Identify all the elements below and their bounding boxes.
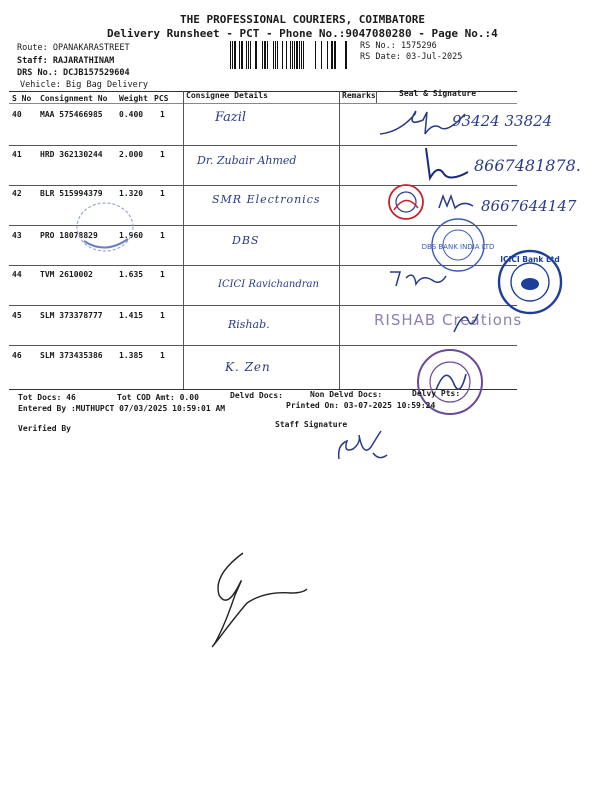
row-consignment: SLM 373435386 <box>40 351 103 360</box>
verified-by-label: Verified By <box>18 424 71 433</box>
printed-on: Printed On: 03-07-2025 10:59:24 <box>286 401 436 410</box>
col-header-consignment: Consignment No <box>40 94 108 103</box>
row-sno: 40 <box>12 110 22 119</box>
purple-stamp <box>410 344 492 422</box>
drs-label: DRS No.: DCJB157529604 <box>17 68 130 78</box>
row-phone: 93424 33824 <box>452 112 553 130</box>
col-header-weight: Weight <box>119 94 148 103</box>
signature-row-40 <box>375 104 470 144</box>
barcode-bar <box>232 41 233 69</box>
row-consignment: HRD 362130244 <box>40 150 103 159</box>
staff-signature <box>333 427 393 465</box>
barcode-bar <box>334 41 336 69</box>
col-header-consignee: Consignee Details <box>186 91 268 100</box>
row-sno: 46 <box>12 351 22 360</box>
row-weight: 2.000 <box>119 150 144 159</box>
entered-by: Entered By :MUTHUPCT 07/03/2025 10:59:01 AM <box>18 404 226 413</box>
delivered-docs: Delvd Docs: <box>230 391 283 400</box>
barcode-bar <box>299 41 300 69</box>
barcode-bar <box>234 41 236 69</box>
row-pcs: 1 <box>160 110 165 119</box>
row-phone: 8667644147 <box>481 197 577 215</box>
signature-row-45 <box>450 308 480 336</box>
barcode-bar <box>241 41 243 69</box>
barcode-bar <box>239 41 240 69</box>
barcode-bar <box>246 41 247 69</box>
barcode-bar <box>331 41 333 69</box>
barcode-bar <box>255 41 257 69</box>
signature-row-42 <box>437 192 479 214</box>
row-weight: 1.960 <box>119 231 144 240</box>
row-pcs: 1 <box>160 311 165 320</box>
barcode <box>230 41 352 69</box>
row-weight: 1.385 <box>119 351 144 360</box>
row-pcs: 1 <box>160 231 165 240</box>
barcode-bar <box>273 41 274 69</box>
verified-signature <box>195 545 315 655</box>
barcode-bar <box>282 41 283 69</box>
row-sno: 44 <box>12 270 22 279</box>
barcode-bar <box>290 41 291 69</box>
company-title: THE PROFESSIONAL COURIERS, COIMBATORE <box>180 13 426 26</box>
barcode-bar <box>286 41 287 69</box>
row-consignment: TVM 2610002 <box>40 270 93 279</box>
barcode-bar <box>327 41 328 69</box>
staff-signature-label: Staff Signature <box>275 420 348 429</box>
row-sno: 45 <box>12 311 22 320</box>
signature-row-44 <box>388 266 448 292</box>
barcode-bar <box>345 41 347 69</box>
row-weight: 1.415 <box>119 311 144 320</box>
row-consignee: Fazil <box>215 110 247 125</box>
row-consignment: PRO 18078829 <box>40 231 98 240</box>
row-consignment: SLM 373378777 <box>40 311 103 320</box>
staff-label: Staff: RAJARATHINAM <box>17 56 115 66</box>
row-consignment: MAA 575466985 <box>40 110 103 119</box>
row-sno: 41 <box>12 150 22 159</box>
row-phone: 8667481878. <box>474 156 581 175</box>
total-cod: Tot COD Amt: 0.00 <box>117 393 199 402</box>
row-weight: 1.635 <box>119 270 144 279</box>
row-consignee: Dr. Zubair Ahmed <box>197 154 297 167</box>
row-weight: 0.400 <box>119 110 144 119</box>
icici-stamp <box>496 248 568 320</box>
barcode-bar <box>315 41 316 69</box>
barcode-bar <box>277 41 278 69</box>
vehicle-label: Vehicle: Big Bag Delivery <box>20 80 148 90</box>
courier-stamp <box>70 197 140 259</box>
rs-number: RS No.: 1575296 <box>360 41 437 51</box>
barcode-bar <box>294 41 295 69</box>
row-pcs: 1 <box>160 351 165 360</box>
route-label: Route: OPANAKARASTREET <box>17 43 130 53</box>
runsheet-title: Delivery Runsheet - PCT - Phone No.:9047080280 - Page No.:4 <box>107 27 498 40</box>
total-docs: Tot Docs: 46 <box>18 393 76 402</box>
col-header-sno: S No <box>12 94 32 103</box>
row-pcs: 1 <box>160 189 165 198</box>
row-sno: 42 <box>12 189 22 198</box>
barcode-bar <box>301 41 302 69</box>
row-consignee: ICICI Ravichandran <box>218 279 319 290</box>
barcode-bar <box>230 41 231 69</box>
icici-stamp-text: ICICI Bank Ltd <box>500 255 560 264</box>
barcode-bar <box>321 41 322 69</box>
row-weight: 1.320 <box>119 189 144 198</box>
row-consignment: BLR 515994379 <box>40 189 103 198</box>
barcode-bar <box>262 41 263 69</box>
col-header-seal: Seal & Signature <box>399 89 477 98</box>
barcode-bar <box>303 41 304 69</box>
red-stamp <box>384 180 430 228</box>
row-pcs: 1 <box>160 270 165 279</box>
rs-date: RS Date: 03-Jul-2025 <box>360 52 463 62</box>
non-delivered-docs: Non Delvd Docs: <box>310 390 383 399</box>
row-consignee: K. Zen <box>225 360 271 374</box>
delivery-points: Delvy Pts: <box>412 389 461 398</box>
col-header-pcs: PCS <box>154 94 169 103</box>
rishab-stamp: RISHAB Creations <box>374 311 523 329</box>
col-header-remarks: Remarks <box>342 91 376 100</box>
row-sno: 43 <box>12 231 22 240</box>
row-consignee: SMR Electronics <box>212 193 321 206</box>
barcode-bar <box>248 41 249 69</box>
dbs-stamp-text: DBS BANK INDIA LTD <box>421 243 495 251</box>
barcode-bar <box>250 41 251 69</box>
barcode-bar <box>275 41 276 69</box>
row-consignee: DBS <box>232 234 260 247</box>
barcode-bar <box>292 41 293 69</box>
barcode-bar <box>267 41 268 69</box>
row-consignee: Rishab. <box>228 318 270 331</box>
barcode-bar <box>264 41 266 69</box>
barcode-bar <box>296 41 298 69</box>
row-pcs: 1 <box>160 150 165 159</box>
